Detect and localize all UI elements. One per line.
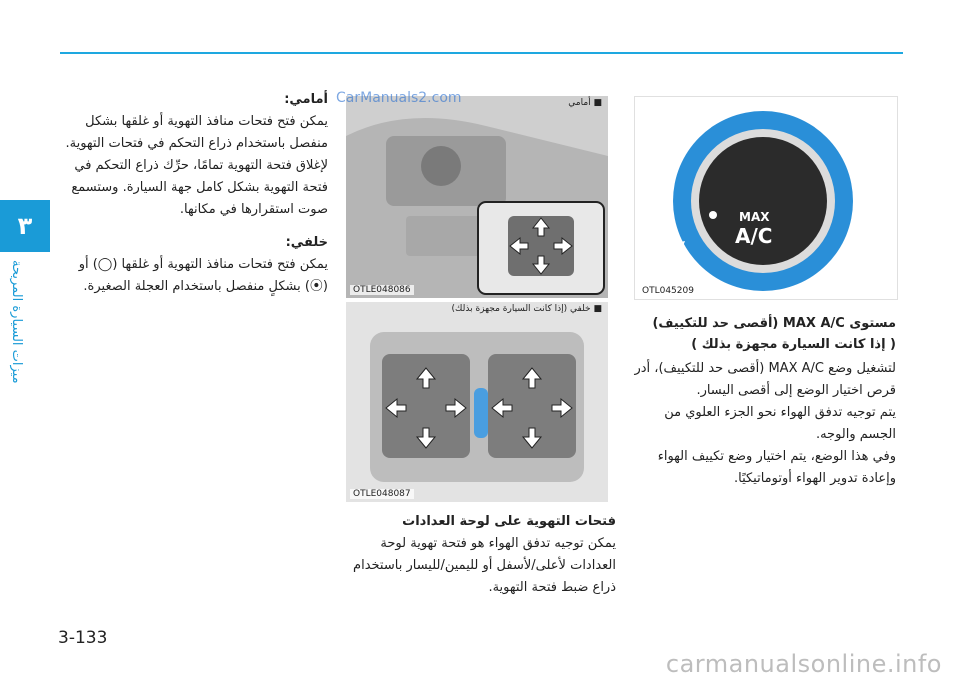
max-ac-text-3: وفي هذا الوضع، يتم اختيار وضع تكييف الهواء وإعادة تدوير الهواء أوتوماتيكيًا. (657, 449, 896, 486)
front-text: يمكن فتح فتحات منافذ التهوية أو غلقها بشكل منفصل باستخدام ذراع التحكم في فتحات التهوية. لإغلاق فتحة التهوية تمامًا، حرِّك ذراع التحكم في فتحة التهوية بشكل كامل جهة السيارة. وستسمع صوت استقرارها في مكانها. (65, 114, 328, 217)
front-vent-figure (346, 96, 608, 298)
knob-max-text: MAX (739, 210, 770, 224)
front-vent-caption: ■ أمامي (568, 98, 602, 108)
top-watermark: CarManuals2.com (336, 90, 462, 106)
front-vent-code: OTLE048086 (350, 285, 414, 295)
chapter-title: ميزات السيارة المريحة (9, 260, 24, 384)
max-ac-text-1: لتشغيل وضع MAX A/C (أقصى حد للتكييف)، أدر قرص اختيار الوضع إلى أقصى اليسار. (634, 361, 896, 398)
rear-vent-illustration (346, 302, 608, 502)
max-ac-text-2: يتم توجيه تدفق الهواء نحو الجزء العلوي من الجسم والوجه. (664, 405, 896, 442)
max-ac-text (634, 316, 896, 490)
rear-vent-code: OTLE048087 (350, 489, 414, 499)
knob-ac-text: A/C (735, 224, 773, 248)
page-number: 3-133 (58, 628, 108, 648)
footer-watermark: carmanualsonline.info (665, 650, 942, 678)
max-ac-knob-illustration (635, 97, 897, 299)
max-ac-heading-2: ( إذا كانت السيارة مجهزة بذلك ) (691, 337, 896, 352)
header-rule (60, 52, 903, 54)
max-ac-knob-figure (634, 96, 898, 300)
knob-code: OTL045209 (639, 286, 697, 296)
rear-vent-figure (346, 302, 608, 502)
front-rear-vents-text (60, 92, 328, 298)
front-vent-illustration (346, 96, 608, 298)
front-heading: أمامي: (284, 92, 328, 107)
chapter-number: ٣ (17, 212, 33, 240)
dashboard-vents-text (346, 514, 616, 599)
dashboard-vents-body: يمكن توجيه تدفق الهواء هو فتحة تهوية لوحة العدادات لأعلى/لأسفل أو لليمين/لليسار باستخدام ذراع ضبط فتحة التهوية. (353, 536, 616, 595)
chapter-tab (0, 200, 50, 252)
rear-vent-caption: ■ خلفي (إذا كانت السيارة مجهزة بذلك) (451, 304, 602, 314)
max-ac-heading-1: مستوى MAX A/C (أقصى حد للتكييف) (652, 316, 896, 331)
rear-text: يمكن فتح فتحات منافذ التهوية أو غلقها (◯) أو (⦿) بشكلٍ منفصل باستخدام العجلة الصغيرة. (78, 257, 328, 294)
rear-heading: خلفي: (285, 235, 328, 250)
dashboard-vents-heading: فتحات التهوية على لوحة العدادات (402, 514, 616, 529)
